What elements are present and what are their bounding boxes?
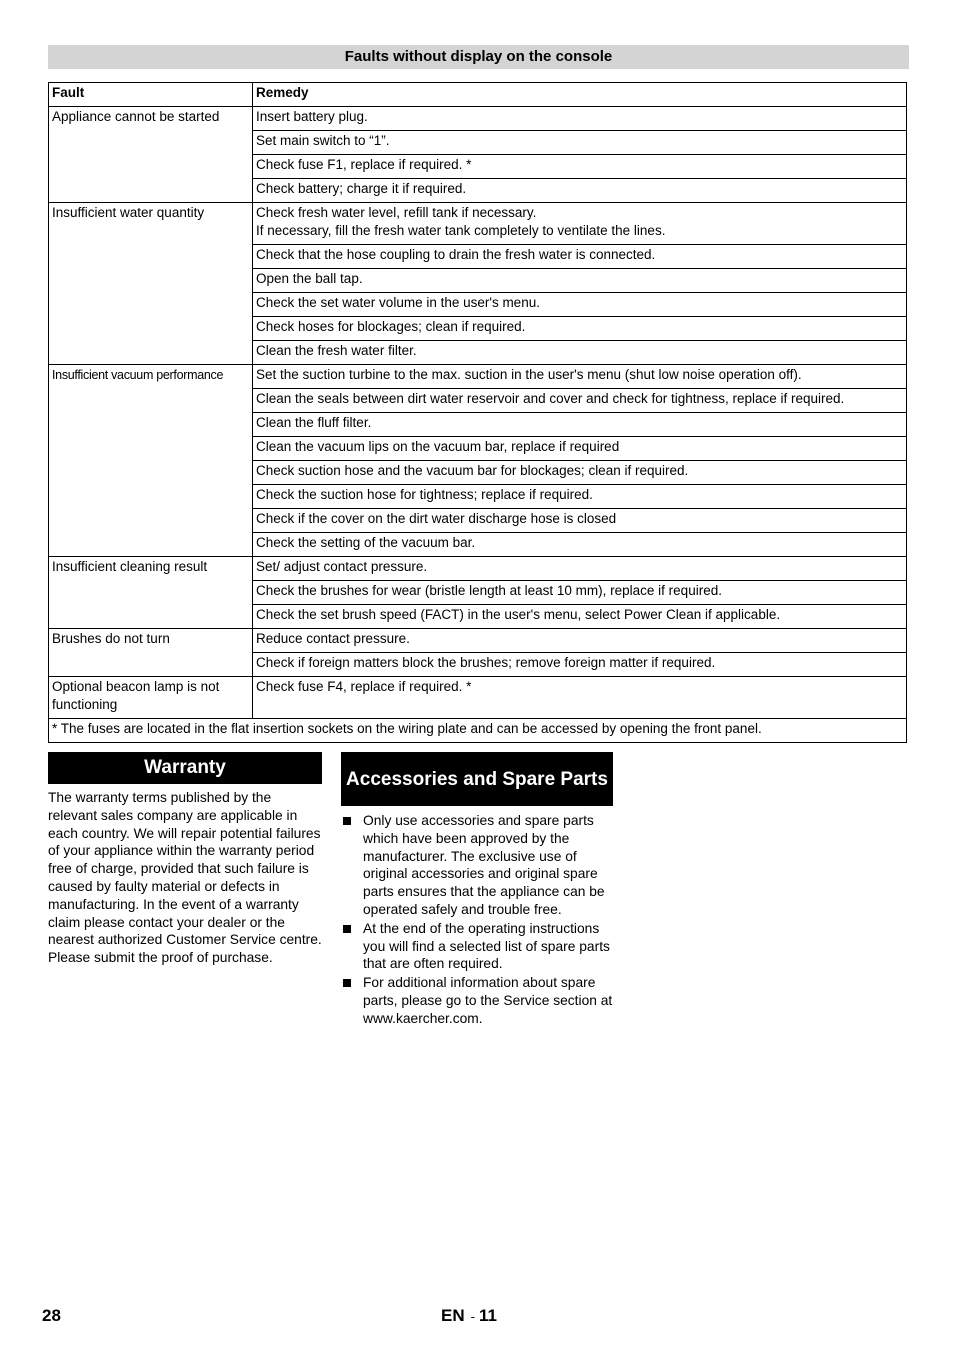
page-number: 28 [42,1306,61,1325]
list-item-text: Only use accessories and spare parts which have been approved by the manufacturer. The exclusive use of original accessories and original spare parts ensures that the appliance can be operated safely and trouble free. [363,813,605,917]
fault-cell: Optional beacon lamp is not functioning [49,677,253,719]
remedy-cell: Set the suction turbine to the max. suction in the user's menu (shut low noise operation off). [253,365,907,389]
table-header-row [49,83,907,107]
remedy-cell: Check if the cover on the dirt water discharge hose is closed [253,509,907,533]
table-row [49,557,907,581]
accessories-list [341,812,617,1029]
list-item [341,812,617,919]
remedy-cell: Clean the fresh water filter. [253,341,907,365]
remedy-cell: Check the set water volume in the user's menu. [253,293,907,317]
fault-cell: Insufficient water quantity [49,203,253,365]
fault-cell: Insufficient vacuum performance [49,365,253,557]
list-item [341,920,617,973]
list-item [341,974,617,1027]
remedy-cell: Check battery; charge it if required. [253,179,907,203]
remedy-cell: Check suction hose and the vacuum bar for blockages; clean if required. [253,461,907,485]
warranty-text: The warranty terms published by the relevant sales company are applicable in each country. We will repair potential failures of your appliance within the warranty period free of charge, provided that such failure is caused by faulty material or defects in manufacturing. In the event of a warranty claim please contact your dealer or the nearest authorized Customer Service centre. Please submit the proof of purchase. [48,790,322,966]
remedy-cell: Open the ball tap. [253,269,907,293]
remedy-cell: Check if foreign matters block the brushes; remove foreign matter if required. [253,653,907,677]
table-row [49,107,907,131]
remedy-cell: Insert battery plug. [253,107,907,131]
list-item-text: For additional information about spare parts, please go to the Service section at www.kaercher.com. [363,975,613,1026]
bullet-square-icon [343,925,351,933]
bullet-square-icon [343,979,351,987]
remedy-cell: Reduce contact pressure. [253,629,907,653]
remedy-cell: Check fuse F4, replace if required. * [253,677,907,719]
remedy-cell: Check that the hose coupling to drain the fresh water is connected. [253,245,907,269]
remedy-cell: Check the setting of the vacuum bar. [253,533,907,557]
remedy-cell: Check hoses for blockages; clean if required. [253,317,907,341]
fault-cell: Insufficient cleaning result [49,557,253,629]
table-row [49,203,907,245]
list-item-text: At the end of the operating instructions you will find a selected list of spare parts that are often required. [363,920,610,972]
language-code: EN [441,1306,465,1325]
remedy-cell: Check fuse F1, replace if required. * [253,155,907,179]
table-row [49,629,907,653]
fault-cell: Appliance cannot be started [49,107,253,203]
remedy-cell: Check fresh water level, refill tank if necessary. If necessary, fill the fresh water tank completely to ventilate the lines. [253,203,907,245]
remedy-cell: Set main switch to “1”. [253,131,907,155]
remedy-cell: Clean the seals between dirt water reservoir and cover and check for tightness, replace if required. [253,389,907,413]
table-row [49,365,907,389]
remedy-cell: Check the suction hose for tightness; replace if required. [253,485,907,509]
column-header-remedy: Remedy [253,83,907,107]
section-page-number: 11 [478,1306,497,1325]
remedy-cell: Clean the fluff filter. [253,413,907,437]
faults-table [48,82,907,743]
column-header-fault: Fault [49,83,253,107]
remedy-cell: Check the brushes for wear (bristle length at least 10 mm), replace if required. [253,581,907,605]
footer-dash: - [470,1309,475,1324]
remedy-cell: Set/ adjust contact pressure. [253,557,907,581]
bullet-square-icon [343,817,351,825]
warranty-heading: Warranty [48,752,322,784]
table-footnote: * The fuses are located in the flat insertion sockets on the wiring plate and can be accessed by opening the front panel. [49,719,907,743]
remedy-cell: Check the set brush speed (FACT) in the user's menu, select Power Clean if applicable. [253,605,907,629]
table-row [49,677,907,719]
accessories-heading [341,752,613,806]
remedy-cell: Clean the vacuum lips on the vacuum bar, replace if required [253,437,907,461]
fault-cell: Brushes do not turn [49,629,253,677]
section-title: Faults without display on the console [48,45,909,69]
page-footer-label [441,1306,497,1326]
footnote-row [49,719,907,743]
faults-table-body [49,107,907,743]
accessories-heading-text: Accessories and Spare Parts [346,768,608,790]
